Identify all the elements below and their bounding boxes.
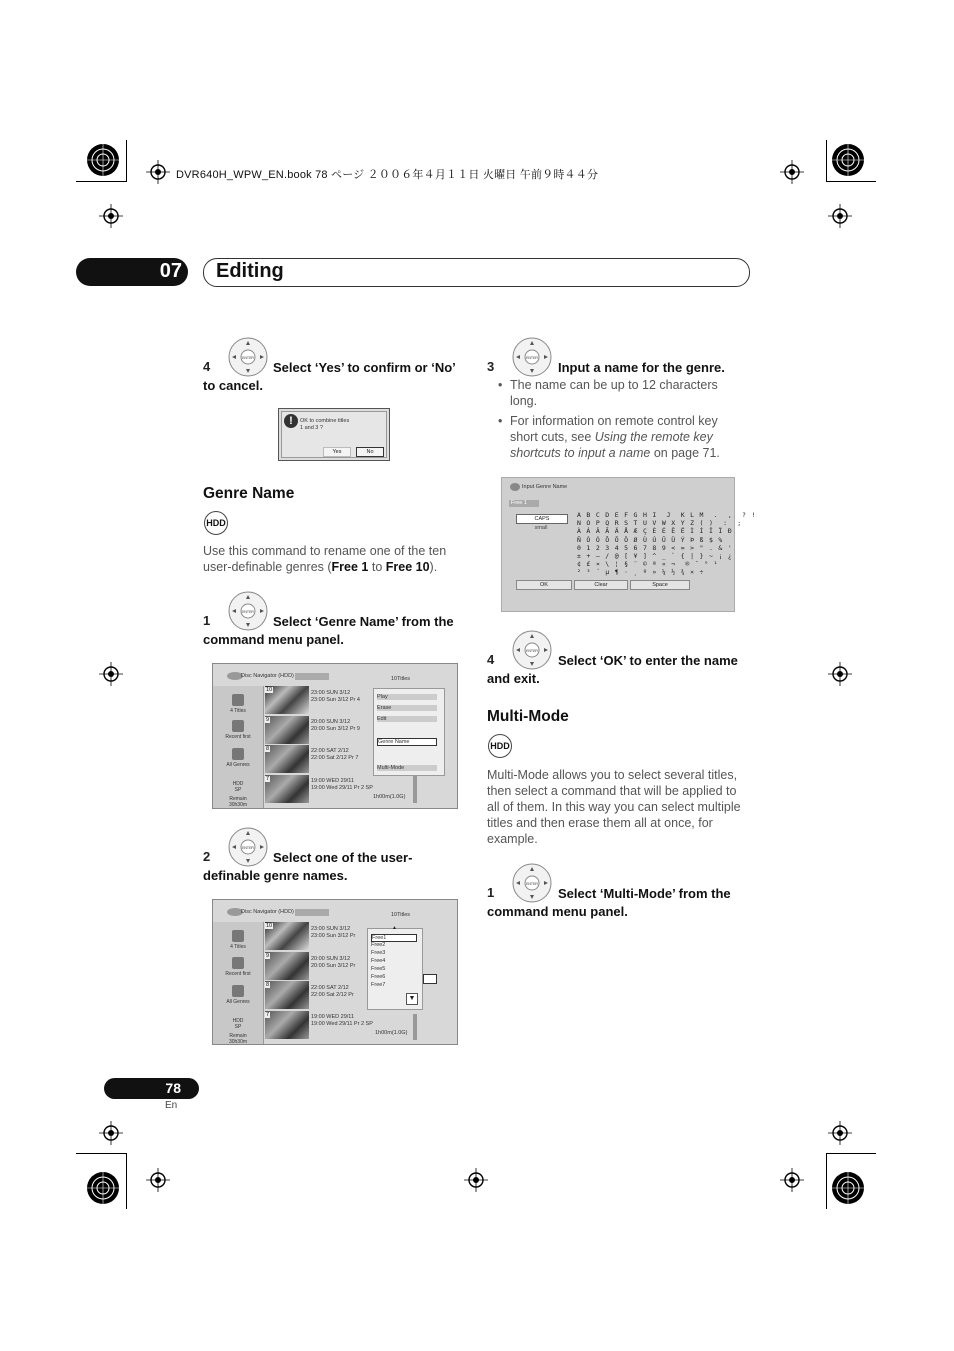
title-info: 22:00 SAT 2/12 — [311, 748, 349, 754]
title-number: 8 — [266, 746, 270, 752]
genre-item[interactable]: Free1 — [371, 934, 417, 942]
menu-item-multi-mode[interactable]: Multi-Mode — [377, 765, 437, 771]
title-thumbnail[interactable] — [265, 775, 309, 803]
title-info: 19:00 Wed 29/11 Pr 2 SP — [311, 1021, 373, 1027]
no-button[interactable]: No — [356, 447, 384, 457]
selection-marker — [423, 974, 437, 984]
genre-intro-text: Use this command to rename one of the ten user-definable genres (Free 1 to Free 10). — [203, 544, 447, 574]
crosshair-mark-icon — [780, 1168, 804, 1192]
hdd-badge: HDD — [488, 734, 512, 758]
menu-item-play[interactable]: Play — [377, 694, 437, 700]
crosshair-mark-icon — [146, 160, 170, 184]
space-button[interactable]: Space — [630, 580, 690, 590]
note-item: • For information on remote control key short cuts, see Using the remote key shortcuts to input a name on page 71. — [496, 413, 741, 461]
confirm-dialog — [278, 408, 390, 461]
title-thumbnail[interactable] — [265, 981, 309, 1009]
yes-button[interactable]: Yes — [323, 447, 351, 457]
scroll-up-icon[interactable]: ▲ — [392, 925, 397, 931]
caps-toggle[interactable]: CAPS — [516, 514, 568, 524]
remain-time: Remain 30h30m — [228, 796, 248, 808]
title-count: 10Titles — [391, 676, 411, 682]
title-number: 9 — [266, 717, 270, 723]
crosshair-mark-icon — [146, 1168, 170, 1192]
duration: 1h00m(1.0G) — [375, 1030, 408, 1036]
crosshair-mark-icon — [99, 1121, 123, 1145]
chapter-badge — [76, 258, 188, 286]
genre-list — [367, 925, 423, 1010]
hdd-mode: HDD SP — [232, 1018, 244, 1030]
multi-mode-heading: Multi-Mode — [487, 708, 569, 725]
crosshair-mark-icon — [780, 160, 804, 184]
navigator-sidebar — [213, 922, 264, 1044]
title-info: 19:00 WED 29/11 — [311, 1014, 355, 1020]
svg-text:ENTER: ENTER — [526, 882, 538, 886]
step-instruction: Input a name for the genre. — [558, 360, 725, 375]
svg-text:ENTER: ENTER — [526, 356, 538, 360]
crop-line — [126, 140, 127, 182]
crop-line — [826, 1153, 827, 1209]
sidebar-item-genres[interactable]: All Genres — [213, 748, 263, 768]
title-info: 23:00 SUN 3/12 — [311, 690, 351, 696]
genre-item[interactable]: Free3 — [371, 950, 415, 956]
disc-navigator-screen — [212, 899, 458, 1045]
genres-icon — [232, 748, 244, 760]
crop-line — [126, 1153, 127, 1209]
small-toggle[interactable]: small — [534, 525, 548, 531]
sidebar-item-titles[interactable]: 4 Titles — [213, 930, 263, 950]
crosshair-mark-icon — [99, 204, 123, 228]
note-item: • The name can be up to 12 characters long. — [496, 377, 741, 409]
sort-icon — [232, 957, 244, 969]
title-info: 20:00 Sun 3/12 Pr 9 — [311, 726, 360, 732]
step-number: 4 — [203, 359, 211, 374]
scroll-down-icon[interactable]: ▼ — [406, 993, 418, 1005]
titles-icon — [232, 930, 244, 942]
step-number: 1 — [203, 613, 211, 628]
title-info: 22:00 Sat 2/12 Pr — [311, 992, 354, 998]
note-list — [496, 377, 741, 465]
svg-text:ENTER: ENTER — [242, 846, 254, 850]
multi-mode-text: Multi-Mode allows you to select several titles, then select a command that will be applied to all of them. In this way you can select multiple titles and then erase them all at once, for example. — [487, 768, 741, 846]
registration-mark-icon — [86, 1171, 120, 1205]
title-thumbnail[interactable] — [265, 952, 309, 980]
hdd-badge: HDD — [204, 511, 228, 535]
page-number-badge — [104, 1078, 199, 1099]
step-instruction: Select ‘Yes’ to confirm or ‘No’ to cancel. — [203, 360, 456, 393]
registration-mark-icon — [86, 143, 120, 177]
title-thumbnail[interactable] — [265, 1011, 309, 1039]
sidebar-item-titles[interactable]: 4 Titles — [213, 694, 263, 714]
title-number: 9 — [266, 953, 270, 959]
title-info: 20:00 SUN 3/12 — [311, 956, 351, 962]
disc-navigator-screen — [212, 663, 458, 809]
title-info: 23:00 SUN 3/12 — [311, 926, 351, 932]
svg-text:ENTER: ENTER — [526, 649, 538, 653]
sort-icon — [232, 720, 244, 732]
dialog-message: OK to combine titles — [300, 418, 350, 424]
crosshair-mark-icon — [464, 1168, 488, 1192]
crop-line — [826, 181, 876, 182]
navigator-sidebar — [213, 686, 264, 808]
title-number: 7 — [266, 776, 270, 782]
genre-name-field[interactable]: Free 1 — [509, 500, 539, 507]
title-number: 7 — [266, 1012, 270, 1018]
title-info: 20:00 SUN 3/12 — [311, 719, 351, 725]
crosshair-mark-icon — [828, 1121, 852, 1145]
command-menu — [373, 688, 445, 776]
crop-line — [76, 181, 126, 182]
genres-icon — [232, 985, 244, 997]
svg-text:ENTER: ENTER — [242, 610, 254, 614]
genre-item[interactable]: Free2 — [371, 942, 415, 948]
hdd-mode: HDD SP — [232, 781, 244, 793]
dialog-message: 1 and 3 ? — [300, 425, 323, 431]
crop-line — [76, 1153, 126, 1154]
section-header — [203, 258, 750, 287]
menu-item-edit[interactable]: Edit — [377, 716, 437, 722]
title-info: 19:00 WED 29/11 — [311, 778, 355, 784]
menu-item-genre-name[interactable]: Genre Name — [377, 738, 437, 746]
title-number: 8 — [266, 982, 270, 988]
title-info: 20:00 Sun 3/12 Pr — [311, 963, 356, 969]
title-bar — [295, 909, 329, 916]
crosshair-mark-icon — [828, 204, 852, 228]
title-info: 22:00 Sat 2/12 Pr 7 — [311, 755, 359, 761]
section-title: Editing — [216, 260, 284, 282]
title-info: 23:00 Sun 3/12 Pr 4 — [311, 697, 360, 703]
scrollbar[interactable] — [413, 775, 417, 803]
title-thumbnail[interactable] — [265, 716, 309, 744]
chapter-number: 07 — [159, 260, 182, 282]
step-instruction: Select one of the user-definable genre names. — [203, 850, 413, 883]
ok-button[interactable]: OK — [516, 580, 572, 590]
title-bar — [295, 673, 329, 680]
menu-item-erase[interactable]: Erase — [377, 705, 437, 711]
genre-item[interactable]: Free5 — [371, 966, 415, 972]
title-info: 19:00 Wed 29/11 Pr 2 SP — [311, 785, 373, 791]
sidebar-item-genres[interactable]: All Genres — [213, 985, 263, 1005]
crop-line — [826, 140, 827, 182]
step-number: 3 — [487, 359, 495, 374]
step-number: 1 — [487, 885, 495, 900]
scrollbar[interactable] — [413, 1014, 417, 1040]
genre-item[interactable]: Free4 — [371, 958, 415, 964]
crosshair-mark-icon — [99, 662, 123, 686]
step-instruction: Select ‘OK’ to enter the name and exit. — [487, 653, 738, 686]
genre-name-heading: Genre Name — [203, 485, 295, 502]
clear-button[interactable]: Clear — [574, 580, 628, 590]
disc-icon — [510, 483, 520, 491]
input-genre-name-screen — [501, 477, 757, 612]
title-info: 22:00 SAT 2/12 — [311, 985, 349, 991]
navigator-title: Disc Navigator (HDD) — [241, 673, 294, 679]
screen-title: Input Genre Name — [522, 484, 568, 490]
page-number: 78 — [165, 1080, 181, 1096]
title-thumbnail[interactable] — [265, 745, 309, 773]
step-instruction: Select ‘Multi-Mode’ from the command menu panel. — [487, 886, 731, 919]
titles-icon — [232, 694, 244, 706]
file-header: DVR640H_WPW_EN.book 78 ページ ２００６年４月１１日 火曜日 午前９時４４分 — [176, 169, 599, 181]
step-number: 2 — [203, 849, 211, 864]
title-number: 10 — [266, 923, 273, 929]
remain-time: Remain 30h30m — [228, 1033, 248, 1045]
title-count: 10Titles — [391, 912, 411, 918]
registration-mark-icon — [831, 1171, 865, 1205]
title-number: 10 — [266, 687, 273, 693]
duration: 1h00m(1.0G) — [373, 794, 406, 800]
navigator-title: Disc Navigator (HDD) — [241, 909, 294, 915]
step-number: 4 — [487, 652, 495, 667]
sidebar-item-sort[interactable]: Recent first — [213, 720, 263, 740]
crop-line — [826, 1153, 876, 1154]
registration-mark-icon — [831, 143, 865, 177]
warning-icon: ! — [284, 414, 298, 428]
language-code: En — [165, 1100, 178, 1111]
crosshair-mark-icon — [828, 662, 852, 686]
sidebar-item-sort[interactable]: Recent first — [213, 957, 263, 977]
step-instruction: Select ‘Genre Name’ from the command menu panel. — [203, 614, 454, 647]
character-grid[interactable]: A B C D E F G H I J K L M . , ? ! N O P Q R S T U V W X Y Z ( ) : ; À Á Â Ã Ä Å Æ Ç È É Ê Ë Ì Í Î Ï Ð Ñ Ò Ó Ô Õ Ö Ø Ù Ú Û Ü Ý Þ ß $ % 0 1 2 3 4 5 6 7 8 9 < = > " . & ' ± + ‒ / @ [ ¥ ] ^ _ ` { | } ~ ¡ ¿ ¢ £ ¤ \ ¦ § ¨ © ª « ¬ ® ¯ ° ¹ ² ³ ´ µ ¶ · ¸ º » ¼ ½ ¾ × ÷ — [577, 511, 757, 577]
title-info: 23:00 Sun 3/12 Pr — [311, 933, 356, 939]
genre-item[interactable]: Free7 — [371, 982, 415, 988]
svg-text:ENTER: ENTER — [242, 356, 254, 360]
genre-item[interactable]: Free6 — [371, 974, 415, 980]
